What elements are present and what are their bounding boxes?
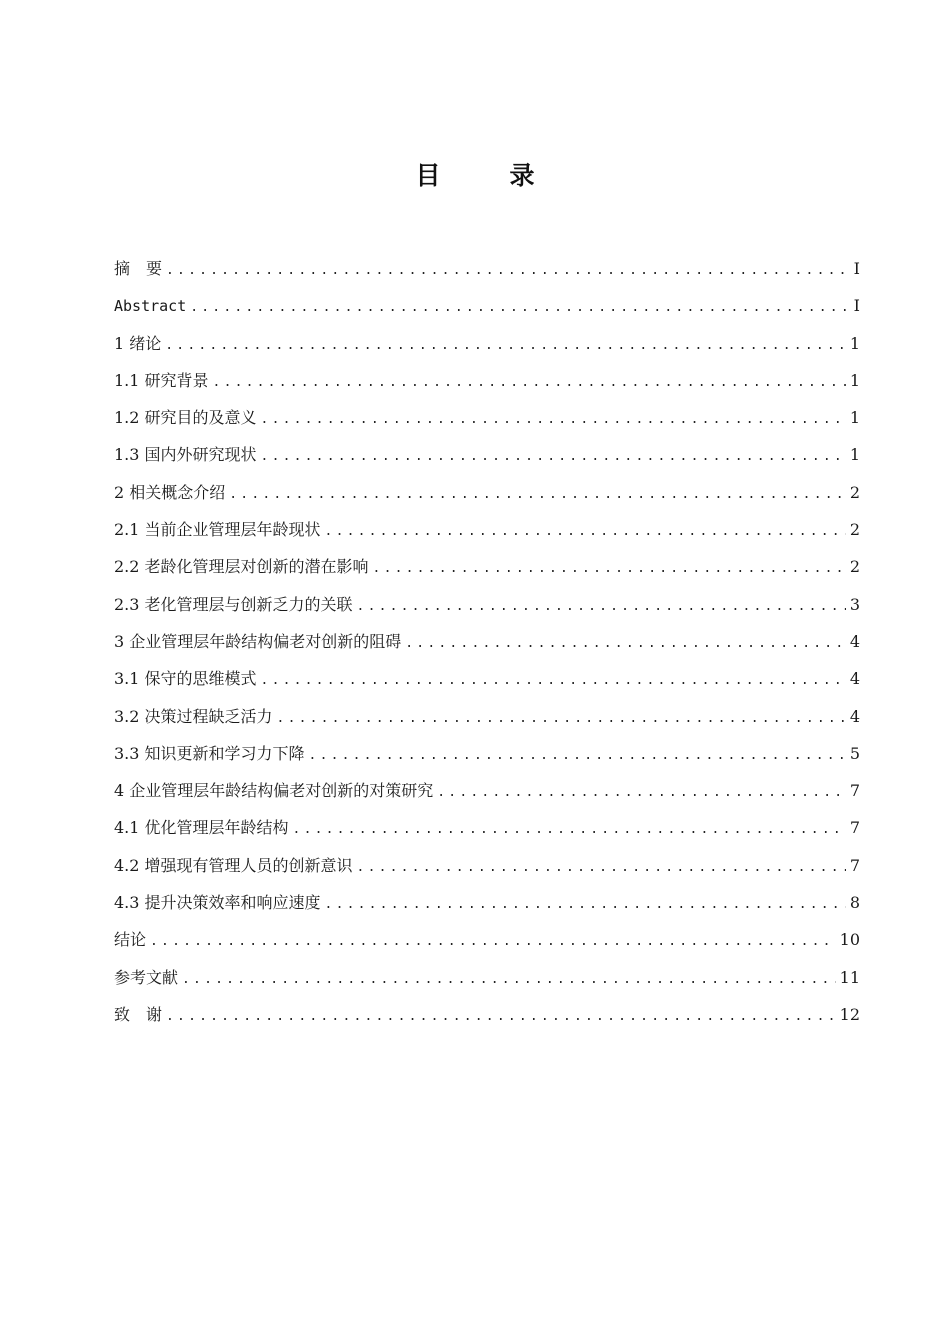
toc-entry-page: 11	[839, 967, 860, 987]
toc-list	[114, 250, 860, 1033]
toc-entry	[114, 959, 860, 996]
dot-leader	[150, 923, 836, 960]
dot-leader	[293, 811, 846, 848]
toc-entry-label: 结论	[114, 930, 147, 950]
toc-entry-label: 4.3 提升决策效率和响应速度	[114, 893, 321, 913]
dot-leader	[325, 513, 846, 550]
toc-entry	[114, 436, 860, 473]
toc-entry-page: 1	[849, 370, 860, 390]
toc-entry	[114, 623, 860, 660]
toc-entry	[114, 287, 860, 324]
toc-entry-page: 1	[849, 445, 860, 465]
toc-entry-page: 1	[849, 333, 860, 353]
dot-leader	[309, 737, 846, 774]
toc-entry	[114, 809, 860, 846]
toc-entry	[114, 474, 860, 511]
toc-entry-page: 3	[849, 594, 860, 614]
dot-leader	[190, 289, 849, 326]
toc-entry-page: 12	[839, 1004, 860, 1024]
toc-entry-label: 1 绪论	[114, 333, 162, 353]
dot-leader	[325, 886, 846, 923]
toc-entry	[114, 847, 860, 884]
toc-entry-page: 5	[849, 743, 860, 763]
dot-leader	[357, 849, 846, 886]
toc-entry	[114, 921, 860, 958]
toc-entry-label: 3.2 决策过程缺乏活力	[114, 706, 273, 726]
toc-entry-page: 10	[839, 930, 860, 950]
toc-entry-page: 1	[849, 408, 860, 428]
toc-entry-label: 2.1 当前企业管理层年龄现状	[114, 520, 321, 540]
toc-entry-label: Abstract	[114, 297, 187, 316]
dot-leader	[437, 774, 846, 811]
toc-entry-page: 4	[849, 669, 860, 689]
toc-entry-page: 4	[849, 631, 860, 651]
toc-entry	[114, 548, 860, 585]
toc-entry-label: 2.3 老化管理层与创新乏力的关联	[114, 594, 353, 614]
toc-entry-label: 3.3 知识更新和学习力下降	[114, 743, 305, 763]
toc-entry-label: 2 相关概念介绍	[114, 482, 226, 502]
toc-entry-page: 2	[849, 482, 860, 502]
toc-entry-label: 致 谢	[114, 1004, 163, 1024]
dot-leader	[213, 364, 846, 401]
toc-entry-page: 7	[849, 781, 860, 801]
toc-entry-page: 2	[849, 557, 860, 577]
toc-entry-label: 4.1 优化管理层年龄结构	[114, 818, 289, 838]
toc-entry	[114, 884, 860, 921]
dot-leader	[165, 327, 846, 364]
dot-leader	[229, 476, 846, 513]
toc-entry	[114, 250, 860, 287]
toc-entry	[114, 511, 860, 548]
toc-entry-label: 4 企业管理层年龄结构偏老对创新的对策研究	[114, 781, 434, 801]
dot-leader	[261, 401, 846, 438]
toc-entry-label: 4.2 增强现有管理人员的创新意识	[114, 855, 353, 875]
dot-leader	[182, 961, 836, 998]
toc-entry-page: I	[853, 259, 860, 278]
dot-leader	[373, 550, 846, 587]
toc-entry-page: I	[853, 296, 860, 316]
toc-entry-label: 1.1 研究背景	[114, 370, 209, 390]
toc-entry-page: 7	[849, 818, 860, 838]
dot-leader	[405, 625, 846, 662]
toc-entry-label: 1.2 研究目的及意义	[114, 408, 257, 428]
toc-entry-label: 3 企业管理层年龄结构偏老对创新的阻碍	[114, 631, 402, 651]
toc-entry-label: 2.2 老龄化管理层对创新的潜在影响	[114, 557, 369, 577]
dot-leader	[261, 662, 846, 699]
toc-entry-page: 2	[849, 520, 860, 540]
toc-entry	[114, 399, 860, 436]
dot-leader	[166, 998, 836, 1035]
dot-leader	[277, 700, 846, 737]
toc-entry-label: 摘 要	[114, 259, 163, 278]
toc-entry	[114, 586, 860, 623]
toc-entry	[114, 735, 860, 772]
toc-entry	[114, 996, 860, 1033]
toc-entry	[114, 772, 860, 809]
toc-entry-page: 4	[849, 706, 860, 726]
toc-entry-page: 7	[849, 855, 860, 875]
toc-title: 目 录	[415, 161, 557, 190]
toc-entry	[114, 698, 860, 735]
toc-entry	[114, 660, 860, 697]
dot-leader	[261, 438, 846, 475]
toc-entry	[114, 325, 860, 362]
dot-leader	[166, 252, 850, 289]
toc-entry-page: 8	[849, 893, 860, 913]
toc-entry-label: 参考文献	[114, 967, 179, 987]
toc-entry-label: 3.1 保守的思维模式	[114, 669, 257, 689]
toc-entry	[114, 362, 860, 399]
dot-leader	[357, 588, 846, 625]
toc-entry-label: 1.3 国内外研究现状	[114, 445, 257, 465]
